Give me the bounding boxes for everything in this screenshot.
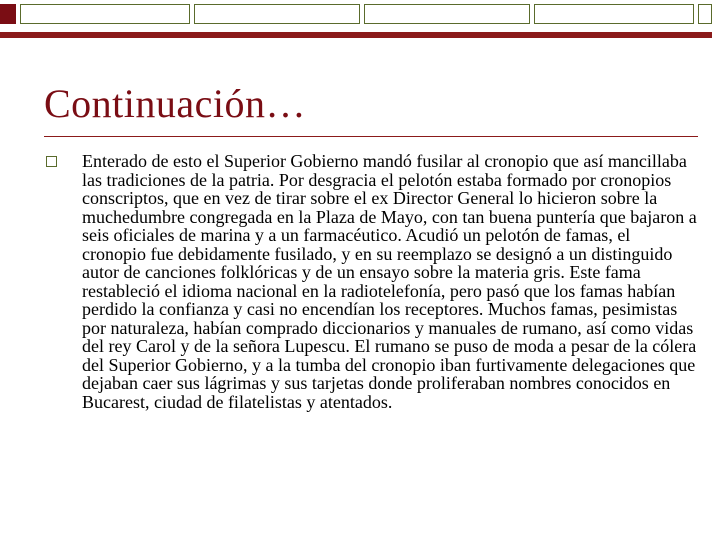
title-divider — [44, 136, 698, 137]
band-square — [194, 4, 360, 24]
decorative-top-band — [0, 0, 728, 36]
band-rule — [0, 32, 712, 38]
hollow-square-bullet-icon — [46, 156, 57, 167]
band-square — [698, 4, 712, 24]
bullet-text: Enterado de esto el Superior Gobierno mandó fusilar al cronopio que así mancillaba las tradiciones de la patria. Por desgracia el pelotón estaba formado por cronopios conscriptos, que en vez de tirar sobre el ex Director General lo hicieron sobre la muchedumbre congregada en la Plaza de Mayo, con tan buena puntería que bajaron a seis oficiales de marina y a un farmacéutico. Acudió un pelotón de famas, el cronopio fue debidamente fusilado, y en su reemplazo se designó a un distinguido autor de canciones folklóricas y de un ensayo sobre la materia gris. Este fama restableció el idioma nacional en la radiotelefonía, pero pasó que los famas habían perdido la confianza y casi no encendían los receptores. Muchos famas, pesimistas por naturaleza, habían comprado diccionarios y manuales de rumano, así como vidas del rey Carol y de la señora Lupescu. El rumano se puso de moda a pesar de la cólera del Superior Gobierno, y a la tumba del cronopio iban furtivamente delegaciones que dejaban caer sus lágrimas y sus tarjetas donde proliferaban nombres conocidos en Bucarest, ciudad de filatelistas y atentados. — [82, 151, 697, 412]
band-square — [534, 4, 694, 24]
band-square — [20, 4, 190, 24]
slide-title: Continuación… — [44, 81, 307, 126]
band-square — [364, 4, 530, 24]
band-square — [0, 4, 16, 24]
